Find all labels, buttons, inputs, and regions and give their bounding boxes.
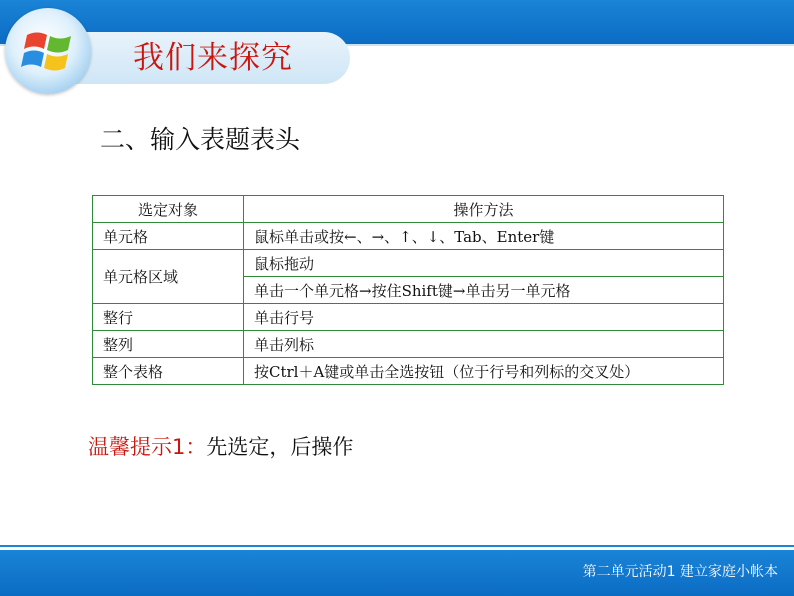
footer-divider [0, 545, 794, 547]
method-cell: 单击列标 [244, 331, 724, 358]
table-row [93, 250, 724, 277]
tip-label: 温馨提示1： [88, 435, 207, 459]
method-cell: 按Ctrl＋A键或单击全选按钮（位于行号和列标的交叉处） [244, 358, 724, 385]
method-cell: 鼠标拖动 [244, 250, 724, 277]
tip-text: 先选定，后操作 [206, 435, 354, 459]
section-heading: 二、输入表题表头 [100, 125, 301, 154]
method-cell: 单击一个单元格→按住Shift键→单击另一单元格 [244, 277, 724, 304]
selection-methods-table [92, 195, 724, 385]
table-row [93, 304, 724, 331]
object-cell: 整列 [93, 331, 244, 358]
column-header-method: 操作方法 [244, 196, 724, 223]
table-row [93, 331, 724, 358]
footer-caption: 第二单元活动1 建立家庭小帐本 [582, 564, 778, 580]
windows-logo-icon [21, 23, 77, 79]
object-cell: 单元格区域 [93, 250, 244, 304]
object-cell: 整个表格 [93, 358, 244, 385]
object-cell: 单元格 [93, 223, 244, 250]
page-title: 我们来探究 [133, 40, 293, 76]
object-cell: 整行 [93, 304, 244, 331]
table-header-row [93, 196, 724, 223]
method-cell: 鼠标单击或按←、→、↑、↓、Tab、Enter键 [244, 223, 724, 250]
method-cell: 单击行号 [244, 304, 724, 331]
column-header-object: 选定对象 [93, 196, 244, 223]
table-row [93, 223, 724, 250]
table-row [93, 358, 724, 385]
tip-line [88, 432, 353, 462]
